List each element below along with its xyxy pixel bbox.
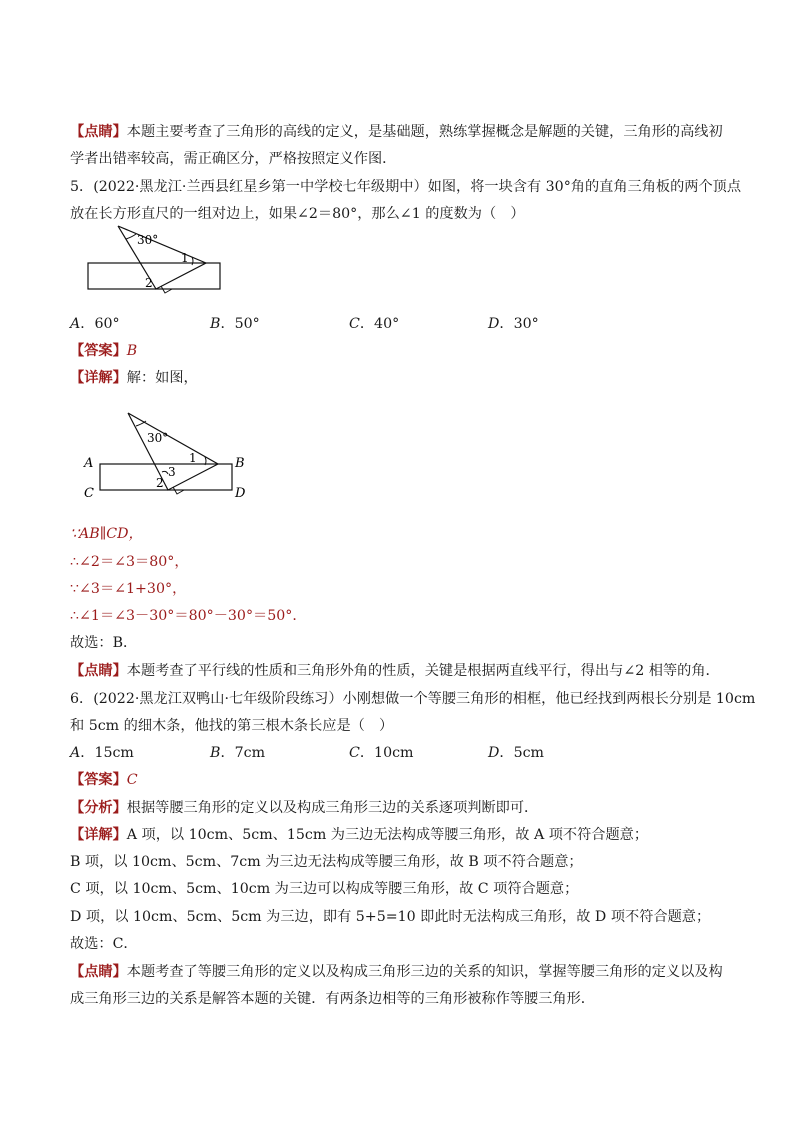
q5-step-1: ∵AB∥CD， [70, 526, 143, 542]
q6-comment-line-2: 成三角形三边的关系是解答本题的关键．有两条边相等的三角形被称作等腰三角形． [70, 991, 595, 1007]
q6-detail-line-3: C 项，以 10cm、5cm、10cm 为三边可以构成等腰三角形，故 C 项符合题意； [70, 881, 579, 897]
q6-detail-line-4: D 项，以 10cm、5cm、5cm 为三边，即有 5+5=10 即此时无法构成三角形，故 D 项不符合题意； [70, 909, 711, 925]
q5-stem-line-2: 放在长方形直尺的一组对边上，如果∠2＝80°，那么∠1 的度数为（ ） [70, 206, 525, 222]
q5-choose: 故选：B． [70, 635, 138, 651]
q5-step-3: ∵∠3＝∠1+30°， [70, 581, 187, 597]
q6-comment-line-1: 【点睛】本题考查了等腰三角形的定义以及构成三角形三边的关系的知识，掌握等腰三角形的定义以及构 [70, 964, 723, 980]
q6-option-d: D．5cm [488, 745, 544, 761]
prev-comment-line-2: 学者出错率较高，需正确区分，严格按照定义作图． [70, 151, 397, 167]
angle-30-label: 30° [137, 233, 159, 247]
angle-2-label: 2 [156, 476, 164, 490]
q5-step-2: ∴∠2＝∠3＝80°， [70, 554, 189, 570]
q6-stem-line-1: 6．(2022·黑龙江双鸭山·七年级阶段练习）小刚想做一个等腰三角形的相框，他已经找到两根长分别是 10cm [70, 691, 756, 707]
comment-text: 本题主要考查了三角形的高线的定义，是基础题，熟练掌握概念是解题的关键，三角形的高线初 [126, 124, 723, 140]
q6-analysis: 【分析】根据等腰三角形的定义以及构成三角形三边的关系逐项判断即可． [70, 800, 539, 816]
comment-tag: 【点睛】 [70, 124, 127, 140]
q5-option-c: C．40° [349, 316, 400, 332]
point-c-label: C [84, 486, 94, 500]
q6-detail-line-1: 【详解】A 项，以 10cm、5cm、15cm 为三边无法构成等腰三角形，故 A 项不符合题意； [70, 827, 649, 843]
angle-2-label: 2 [145, 276, 153, 290]
q6-option-a: A．15cm [70, 745, 134, 761]
q5-solution-figure [80, 404, 255, 500]
triangle-plate [118, 226, 206, 289]
q6-answer: 【答案】C [70, 772, 138, 788]
angle-1-label: 1 [181, 251, 189, 265]
point-b-label: B [235, 456, 245, 471]
point-a-label: A [84, 456, 94, 471]
q5-answer: 【答案】B [70, 343, 138, 359]
q5-comment: 【点睛】本题考查了平行线的性质和三角形外角的性质，关键是根据两直线平行，得出与∠2 相等的角． [70, 663, 720, 679]
angle-arc-1 [205, 457, 206, 465]
point-d-label: D [235, 486, 246, 500]
q5-option-a: A．60° [70, 316, 120, 332]
q5-option-d: D．30° [488, 316, 539, 332]
q6-stem-line-2: 和 5cm 的细木条，他找的第三根木条长应是（ ） [70, 718, 394, 734]
q5-figure [80, 225, 240, 300]
q5-step-4: ∴∠1＝∠3－30°＝80°－30°＝50°． [70, 608, 307, 624]
q6-choose: 故选：C． [70, 936, 138, 952]
q5-detail-intro: 【详解】解：如图， [70, 370, 198, 386]
angle-arc-1 [192, 257, 193, 265]
angle-arc-30 [126, 234, 136, 239]
angle-3-label: 3 [168, 465, 176, 479]
q5-stem-line-1: 5．(2022·黑龙江·兰西县红星乡第一中学校七年级期中）如图，将一块含有 30°角的直角三角板的两个顶点 [70, 179, 742, 195]
angle-1-label: 1 [189, 451, 197, 465]
angle-arc-30 [136, 421, 146, 426]
q6-option-b: B．7cm [210, 745, 266, 761]
angle-30-label: 30° [147, 431, 169, 445]
q6-detail-line-2: B 项，以 10cm、5cm、7cm 为三边无法构成等腰三角形，故 B 项不符合题意； [70, 854, 583, 870]
prev-comment-line-1 [70, 121, 730, 143]
q5-option-b: B．50° [210, 316, 260, 332]
q6-option-c: C．10cm [349, 745, 414, 761]
